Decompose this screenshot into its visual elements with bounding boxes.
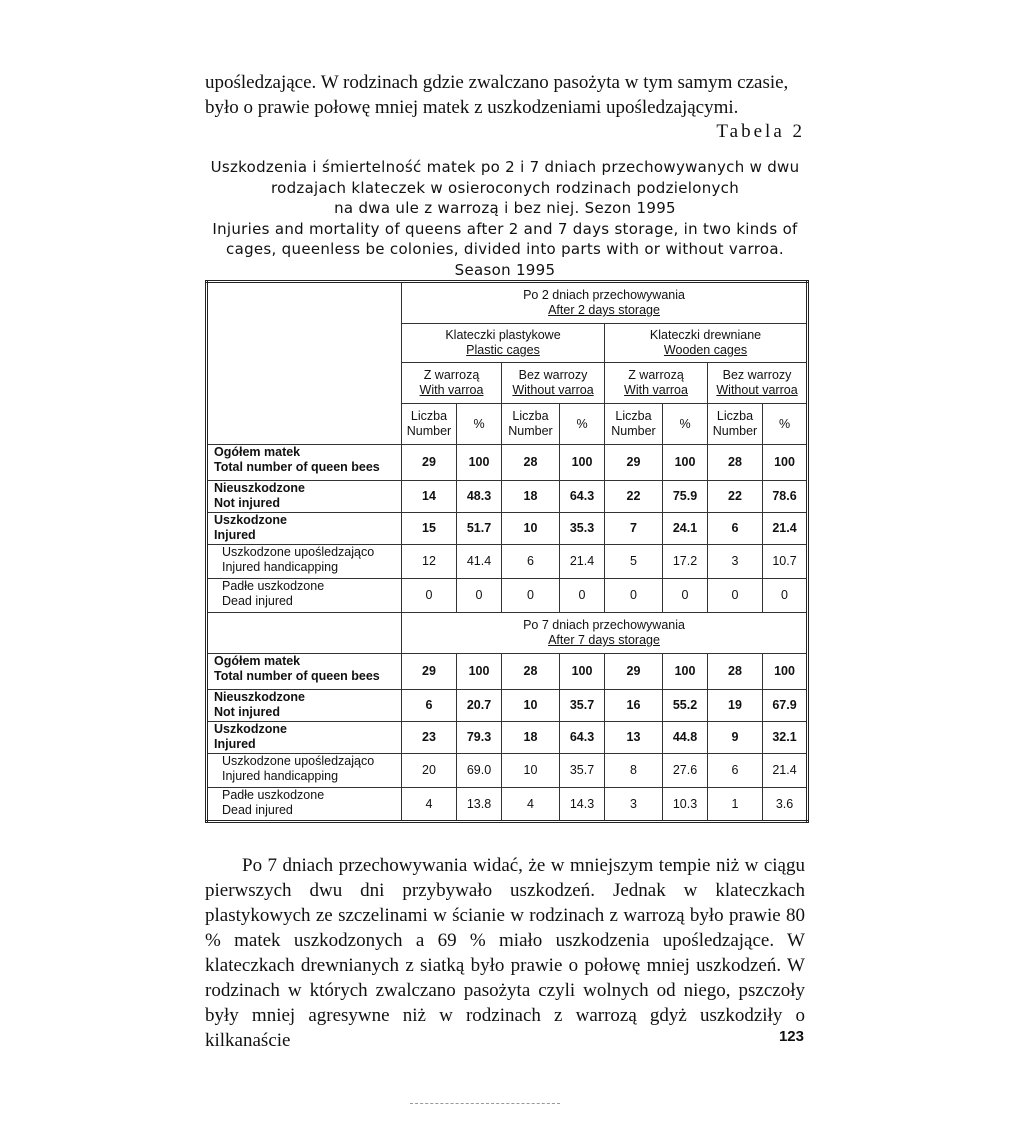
count-cell: 16 [605,690,663,722]
cage-header [402,324,605,363]
cage-label-pl: Klateczki plastykowe [445,328,561,342]
count-cell: 0 [605,579,663,613]
count-cell: 19 [708,690,763,722]
row-label-pl: Uszkodzone upośledzająco [222,754,375,768]
table-row [207,722,808,754]
percent-cell: 10.3 [663,788,708,822]
count-cell: 8 [605,754,663,788]
row-label-pl: Uszkodzone upośledzająco [222,545,375,559]
row-label-total [207,445,402,481]
caption-line-pl: Uszkodzenia i śmiertelność matek po 2 i 7 dniach przechowywanych w dwu [210,158,800,176]
count-cell: 3 [708,545,763,579]
group-label-en: Without varroa [716,383,798,397]
count-cell: 22 [708,481,763,513]
row-label-en: Injured [214,528,256,542]
percent-cell: 64.3 [560,722,605,754]
group-header [502,363,605,404]
header-empty-cell [207,282,402,445]
percent-cell: 27.6 [663,754,708,788]
percent-cell: 35.7 [560,690,605,722]
scan-artifact [410,1103,560,1106]
percent-cell: 100 [457,654,502,690]
table-row [207,513,808,545]
intro-line: upośledzające. W rodzinach gdzie zwalczano pasożyta w tym samym czasie, [205,72,789,93]
number-label-pl: Liczba [410,409,448,423]
row-label-pl: Uszkodzone [214,722,287,736]
row-label-not-injured [207,690,402,722]
count-cell: 5 [605,545,663,579]
count-cell: 22 [605,481,663,513]
percent-cell: 79.3 [457,722,502,754]
percent-cell: 78.6 [763,481,808,513]
count-cell: 23 [402,722,457,754]
percent-cell: 48.3 [457,481,502,513]
intro-line: było o prawie połowę mniej matek z uszkodzeniami upośledzającymi. [205,97,739,118]
count-cell: 0 [402,579,457,613]
percent-cell: 17.2 [663,545,708,579]
percent-cell: 64.3 [560,481,605,513]
count-cell: 20 [402,754,457,788]
group-label-en: With varroa [624,383,688,397]
number-label-pl: Liczba [512,409,549,423]
table-row [207,481,808,513]
percent-cell: 44.8 [663,722,708,754]
table-row [207,654,808,690]
percent-cell: 41.4 [457,545,502,579]
group-header [402,363,502,404]
percent-cell: 0 [457,579,502,613]
count-cell: 15 [402,513,457,545]
percent-cell: 100 [560,445,605,481]
row-label-pl: Ogółem matek [214,445,301,459]
count-cell: 6 [402,690,457,722]
percent-cell: 32.1 [763,722,808,754]
row-label-en: Dead injured [222,803,293,817]
row-label-pl: Padłe uszkodzone [222,579,325,593]
row-label-pl: Ogółem matek [214,654,301,668]
count-cell: 0 [502,579,560,613]
pct-col-header: % [763,404,808,445]
number-label-en: Number [406,424,452,438]
row-label-en: Total number of queen bees [214,669,380,683]
percent-cell: 35.3 [560,513,605,545]
count-cell: 7 [605,513,663,545]
pct-col-header: % [663,404,708,445]
count-cell: 6 [502,545,560,579]
period-label-en: After 7 days storage [548,633,660,647]
period-header [402,282,808,324]
number-label-en: Number [508,424,553,438]
row-label-injured [207,513,402,545]
row-label-handicapping [207,754,402,788]
data-table [205,280,809,823]
percent-cell: 51.7 [457,513,502,545]
number-label-pl: Liczba [615,409,652,423]
count-cell: 28 [502,445,560,481]
percent-cell: 20.7 [457,690,502,722]
number-col-header [402,404,457,445]
period-label-pl: Po 2 dniach przechowywania [523,288,685,302]
percent-cell: 24.1 [663,513,708,545]
group-label-pl: Z warrozą [628,368,684,382]
outro-text: Po 7 dniach przechowywania widać, że w mniejszym tempie niż w ciągu pierwszych dwu dni przybywało uszkodzeń. Jednak w klateczkach plastykowych ze szczelinami w ścianie w rodzinach z warrozą było prawie 80 % matek uszkodzonych a 69 % miało uszkodzenia upośledzające. W klateczkach drewnianych z siatką było prawie o połowę mniej uszkodzeń. W rodzinach w których zwalczano pasożyta czyli wolnych od niego, pszczoły były mniej agresywne niż w rodzinach z warrozą gdyż uszkodziły o kilkanaście [205,855,805,1051]
percent-cell: 10.7 [763,545,808,579]
group-label-en: With varroa [419,383,484,397]
percent-cell: 100 [763,654,808,690]
count-cell: 10 [502,690,560,722]
cage-header [605,324,808,363]
group-label-en: Without varroa [512,383,594,397]
page-number: 123 [778,1028,804,1045]
percent-cell: 100 [763,445,808,481]
count-cell: 12 [402,545,457,579]
percent-cell: 35.7 [560,754,605,788]
table-body-7days [207,654,808,822]
percent-cell: 21.4 [763,513,808,545]
table-row [207,754,808,788]
row-label-handicapping [207,545,402,579]
row-label-dead [207,788,402,822]
table-number: Tabela 2 [716,121,805,142]
number-label-en: Number [712,424,758,438]
table-row [207,788,808,822]
table-body-2days [207,445,808,613]
count-cell: 4 [402,788,457,822]
row-label-dead [207,579,402,613]
number-col-header [708,404,763,445]
percent-cell: 100 [663,654,708,690]
table-row [207,445,808,481]
caption-line-pl: rodzajach klateczek w osieroconych rodzinach podzielonych [270,178,740,197]
percent-cell: 21.4 [560,545,605,579]
count-cell: 6 [708,754,763,788]
intro-paragraph [205,70,805,120]
percent-cell: 14.3 [560,788,605,822]
number-label-en: Number [611,424,656,438]
header-period-row [207,613,808,654]
percent-cell: 0 [663,579,708,613]
cage-label-en: Plastic cages [466,343,540,357]
pct-col-header: % [560,404,605,445]
row-label-pl: Nieuszkodzone [214,481,305,495]
percent-cell: 100 [457,445,502,481]
count-cell: 13 [605,722,663,754]
count-cell: 10 [502,754,560,788]
percent-cell: 69.0 [457,754,502,788]
period-label-pl: Po 7 dniach przechowywania [523,618,685,632]
count-cell: 28 [708,445,763,481]
percent-cell: 13.8 [457,788,502,822]
caption-line-en: Injuries and mortality of queens after 2 and 7 days storage, in two kinds of [212,219,798,238]
caption-line-en: cages, queenless be colonies, divided into parts with or without varroa. [226,240,784,258]
count-cell: 0 [708,579,763,613]
percent-cell: 3.6 [763,788,808,822]
caption-line-pl: na dwa ule z warrozą i bez niej. Sezon 1995 [334,199,676,217]
group-label-pl: Z warrozą [423,368,480,382]
row-label-en: Total number of queen bees [214,460,380,474]
count-cell: 14 [402,481,457,513]
table-row [207,545,808,579]
row-label-en: Injured handicapping [222,769,339,783]
row-label-pl: Uszkodzone [214,513,287,527]
row-label-injured [207,722,402,754]
number-label-pl: Liczba [716,409,754,423]
caption-line-en: Season 1995 [454,260,556,279]
percent-cell: 21.4 [763,754,808,788]
table-caption [205,157,805,280]
header-period-row [207,282,808,324]
row-label-en: Injured [214,737,256,751]
row-label-pl: Padłe uszkodzone [222,788,325,802]
count-cell: 6 [708,513,763,545]
header-empty-cell [207,613,402,654]
count-cell: 29 [402,445,457,481]
count-cell: 28 [502,654,560,690]
row-label-not-injured [207,481,402,513]
row-label-pl: Nieuszkodzone [214,690,305,704]
count-cell: 29 [605,445,663,481]
period-header [402,613,808,654]
percent-cell: 0 [763,579,808,613]
row-label-en: Not injured [214,705,280,719]
table-row [207,579,808,613]
number-col-header [605,404,663,445]
table-row [207,690,808,722]
count-cell: 1 [708,788,763,822]
count-cell: 18 [502,722,560,754]
count-cell: 29 [402,654,457,690]
outro-paragraph [205,853,805,1053]
group-label-pl: Bez warrozy [722,368,792,382]
period-label-en: After 2 days storage [548,303,660,317]
percent-cell: 100 [663,445,708,481]
pct-col-header: % [457,404,502,445]
count-cell: 28 [708,654,763,690]
percent-cell: 75.9 [663,481,708,513]
row-label-total [207,654,402,690]
percent-cell: 100 [560,654,605,690]
row-label-en: Injured handicapping [222,560,339,574]
number-col-header [502,404,560,445]
count-cell: 9 [708,722,763,754]
count-cell: 18 [502,481,560,513]
count-cell: 4 [502,788,560,822]
percent-cell: 0 [560,579,605,613]
percent-cell: 55.2 [663,690,708,722]
count-cell: 3 [605,788,663,822]
cage-label-pl: Klateczki drewniane [649,328,762,342]
count-cell: 10 [502,513,560,545]
count-cell: 29 [605,654,663,690]
row-label-en: Not injured [214,496,280,510]
percent-cell: 67.9 [763,690,808,722]
group-header [708,363,808,404]
row-label-en: Dead injured [222,594,293,608]
cage-label-en: Wooden cages [663,343,748,357]
group-header [605,363,708,404]
group-label-pl: Bez warrozy [518,368,588,382]
